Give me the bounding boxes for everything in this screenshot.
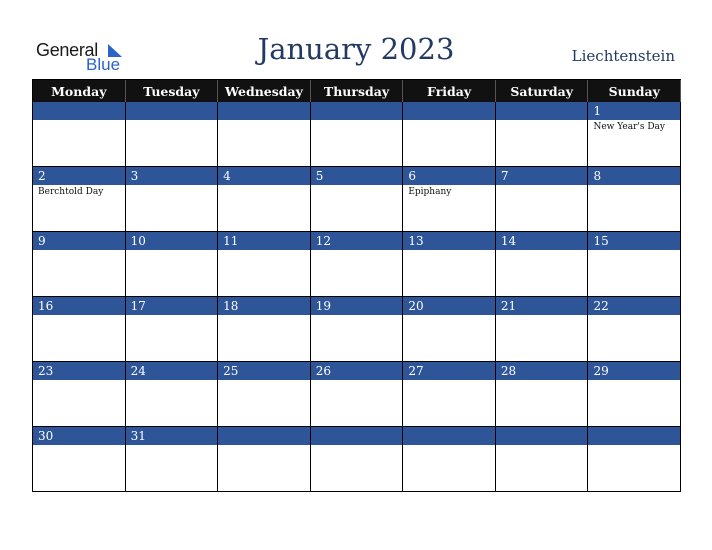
holiday-label [311, 250, 403, 252]
page-title: January 2023 [257, 32, 455, 66]
day-number: 26 [311, 362, 403, 380]
week-row [33, 297, 681, 362]
weekday-header: Thursday [311, 80, 404, 102]
holiday-label [218, 120, 310, 122]
day-cell [496, 102, 589, 167]
day-number: 9 [33, 232, 125, 250]
day-number: 29 [588, 362, 680, 380]
day-number: 21 [496, 297, 588, 315]
day-cell [33, 232, 126, 297]
day-number: 25 [218, 362, 310, 380]
day-number: 1 [588, 102, 680, 120]
day-cell [33, 362, 126, 427]
day-cell [126, 427, 219, 492]
weekday-header: Friday [403, 80, 496, 102]
day-cell [218, 297, 311, 362]
day-cell [126, 102, 219, 167]
holiday-label [403, 445, 495, 447]
day-cell [496, 167, 589, 232]
day-cell [33, 167, 126, 232]
holiday-label: New Year's Day [593, 122, 666, 132]
holiday-label [126, 445, 218, 447]
holiday-label [588, 250, 680, 252]
day-cell [218, 427, 311, 492]
holiday-label [218, 250, 310, 252]
day-number [33, 102, 125, 120]
holiday-label [218, 445, 310, 447]
day-number: 11 [218, 232, 310, 250]
week-row [33, 427, 681, 492]
day-number [126, 102, 218, 120]
holiday-label [218, 185, 310, 187]
weekday-header: Sunday [588, 80, 681, 102]
day-number: 5 [311, 167, 403, 185]
weekday-header: Wednesday [218, 80, 311, 102]
holiday-label [588, 315, 680, 317]
day-number [403, 427, 495, 445]
day-cell [311, 427, 404, 492]
day-number: 3 [126, 167, 218, 185]
holiday-label [33, 380, 125, 382]
day-cell [126, 232, 219, 297]
day-number [311, 427, 403, 445]
day-cell [311, 167, 404, 232]
day-number: 8 [588, 167, 680, 185]
holiday-label [588, 380, 680, 382]
country-label: Liechtenstein [571, 47, 675, 65]
week-row [33, 232, 681, 297]
holiday-label [33, 250, 125, 252]
holiday-label [126, 380, 218, 382]
day-number [496, 427, 588, 445]
holiday-label [588, 445, 680, 447]
weekday-header-row [33, 80, 681, 102]
day-cell [403, 102, 496, 167]
holiday-label [496, 250, 588, 252]
holiday-label [311, 185, 403, 187]
holiday-label [311, 315, 403, 317]
holiday-label [218, 380, 310, 382]
day-number: 16 [33, 297, 125, 315]
holiday-label: Berchtold Day [38, 187, 104, 197]
day-number: 6 [403, 167, 495, 185]
day-number [311, 102, 403, 120]
day-cell [588, 232, 681, 297]
day-cell [126, 297, 219, 362]
holiday-label: Epiphany [408, 187, 452, 197]
day-cell [218, 232, 311, 297]
holiday-label [403, 315, 495, 317]
holiday-label [403, 380, 495, 382]
day-number: 2 [33, 167, 125, 185]
holiday-label [403, 120, 495, 122]
holiday-label [126, 250, 218, 252]
holiday-label [311, 380, 403, 382]
holiday-label [33, 445, 125, 447]
day-cell [403, 232, 496, 297]
day-number: 14 [496, 232, 588, 250]
day-cell [496, 427, 589, 492]
day-number: 28 [496, 362, 588, 380]
day-number [218, 427, 310, 445]
day-number: 18 [218, 297, 310, 315]
weekday-header: Monday [33, 80, 126, 102]
day-number [588, 427, 680, 445]
day-cell [588, 297, 681, 362]
day-cell [311, 102, 404, 167]
day-cell [126, 362, 219, 427]
holiday-label [126, 185, 218, 187]
holiday-label [496, 120, 588, 122]
day-number: 13 [403, 232, 495, 250]
day-cell [403, 167, 496, 232]
holiday-label [126, 315, 218, 317]
holiday-label [33, 120, 125, 122]
day-number: 23 [33, 362, 125, 380]
calendar-grid [32, 79, 681, 492]
holiday-label [496, 380, 588, 382]
day-cell [311, 362, 404, 427]
day-cell [218, 167, 311, 232]
logo-word-general: General [36, 40, 98, 60]
day-cell [126, 167, 219, 232]
day-cell [33, 102, 126, 167]
holiday-label [496, 185, 588, 187]
day-cell [496, 362, 589, 427]
day-number: 19 [311, 297, 403, 315]
logo-word-blue: Blue [86, 55, 121, 74]
weekday-header: Tuesday [126, 80, 219, 102]
day-cell [403, 297, 496, 362]
day-number: 4 [218, 167, 310, 185]
day-number [218, 102, 310, 120]
day-number: 7 [496, 167, 588, 185]
holiday-label [218, 315, 310, 317]
day-cell [496, 297, 589, 362]
day-cell [403, 362, 496, 427]
day-cell [496, 232, 589, 297]
week-row [33, 102, 681, 167]
holiday-label [311, 445, 403, 447]
holiday-label [588, 185, 680, 187]
day-number: 30 [33, 427, 125, 445]
holiday-label [33, 315, 125, 317]
day-cell [218, 102, 311, 167]
day-number [496, 102, 588, 120]
holiday-label [496, 315, 588, 317]
day-number: 20 [403, 297, 495, 315]
day-cell [33, 427, 126, 492]
day-number [403, 102, 495, 120]
day-number: 17 [126, 297, 218, 315]
day-cell [311, 297, 404, 362]
week-row [33, 167, 681, 232]
holiday-label [126, 120, 218, 122]
day-number: 24 [126, 362, 218, 380]
weekday-header: Saturday [496, 80, 589, 102]
day-cell [403, 427, 496, 492]
day-cell [218, 362, 311, 427]
holiday-label [311, 120, 403, 122]
week-row [33, 362, 681, 427]
day-number: 31 [126, 427, 218, 445]
holiday-label [496, 445, 588, 447]
day-cell [588, 102, 681, 167]
day-cell [588, 362, 681, 427]
day-number: 10 [126, 232, 218, 250]
holiday-label [403, 250, 495, 252]
day-number: 12 [311, 232, 403, 250]
day-cell [588, 167, 681, 232]
day-cell [588, 427, 681, 492]
day-number: 27 [403, 362, 495, 380]
day-number: 15 [588, 232, 680, 250]
day-number: 22 [588, 297, 680, 315]
day-cell [311, 232, 404, 297]
day-cell [33, 297, 126, 362]
